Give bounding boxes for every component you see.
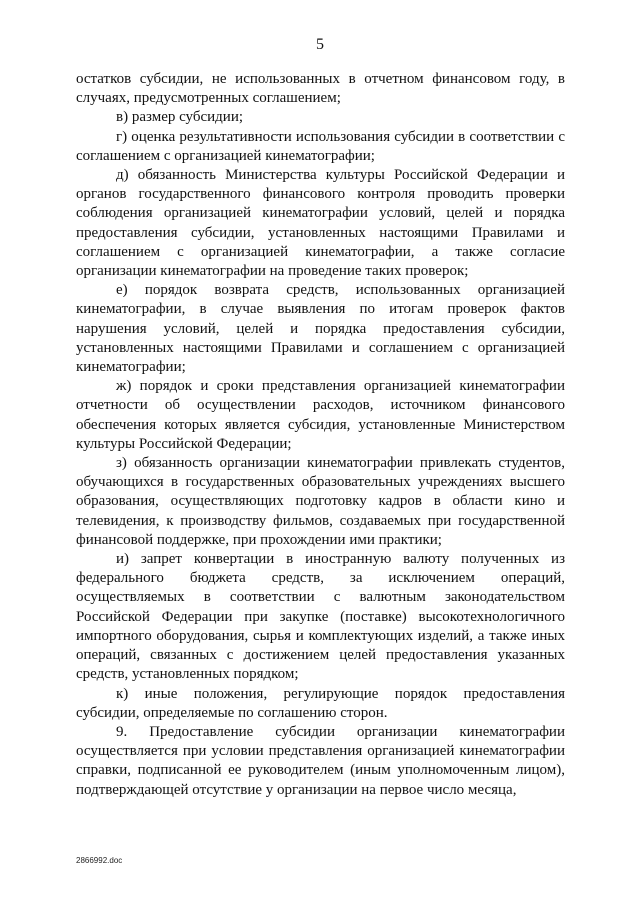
footer-filename: 2866992.doc <box>76 856 123 865</box>
paragraph: ж) порядок и сроки представления организацией кинематографии отчетности об осуществлении расходов, источником финансового обеспечения которых является субсидия, установленные Министерством культуры Российской Федерации; <box>76 378 565 452</box>
paragraph: д) обязанность Министерства культуры Российской Федерации и органов государственного финансового контроля проводить проверки соблюдения организацией кинематографии условий, целей и порядка предоставления субсидии, установленных настоящими Правилами и соглашением с организацией кинематографии, а также согласие организации кинематографии на проведение таких проверок; <box>76 167 565 280</box>
paragraph: в) размер субсидии; <box>116 109 244 126</box>
page-number: 5 <box>316 36 324 53</box>
paragraph: остатков субсидии, не использованных в отчетном финансовом году, в случаях, предусмотренных соглашением; <box>76 71 565 107</box>
paragraph: г) оценка результативности использования субсидии в соответствии с соглашением с организацией кинематографии; <box>76 128 565 164</box>
paragraph: з) обязанность организации кинематографии привлекать студентов, обучающихся в государственных образовательных учреждениях высшего образования, осуществляющих подготовку кадров в области кино и телевидения, к производству фильмов, создаваемых при государственной финансовой поддержке, при прохождении ими практики; <box>76 455 565 548</box>
paragraph: к) иные положения, регулирующие порядок предоставления субсидии, определяемые по соглашению сторон. <box>76 685 565 721</box>
paragraph: 9. Предоставление субсидии организации кинематографии осуществляется при условии представления организацией кинематографии справки, подписанной ее руководителем (иным уполномоченным лицом), подтверждающей отсутствие у организации на первое число месяца, <box>76 723 565 798</box>
document-body <box>76 70 565 800</box>
paragraph: е) порядок возврата средств, использованных организацией кинематографии, в случае выявления по итогам проверок фактов нарушения условий, целей и порядка предоставления субсидии, установленных настоящими Правилами и соглашением с организацией кинематографии; <box>76 282 565 376</box>
paragraph: и) запрет конвертации в иностранную валюту полученных из федерального бюджета средств, за исключением операций, осуществляемых в соответствии с валютным законодательством Российской Федерации при закупке (поставке) высокотехнологичного импортного оборудования, сырья и комплектующих изделий, а также иных операций, связанных с достижением целей предоставления указанных средств, установленных порядком; <box>76 551 565 683</box>
